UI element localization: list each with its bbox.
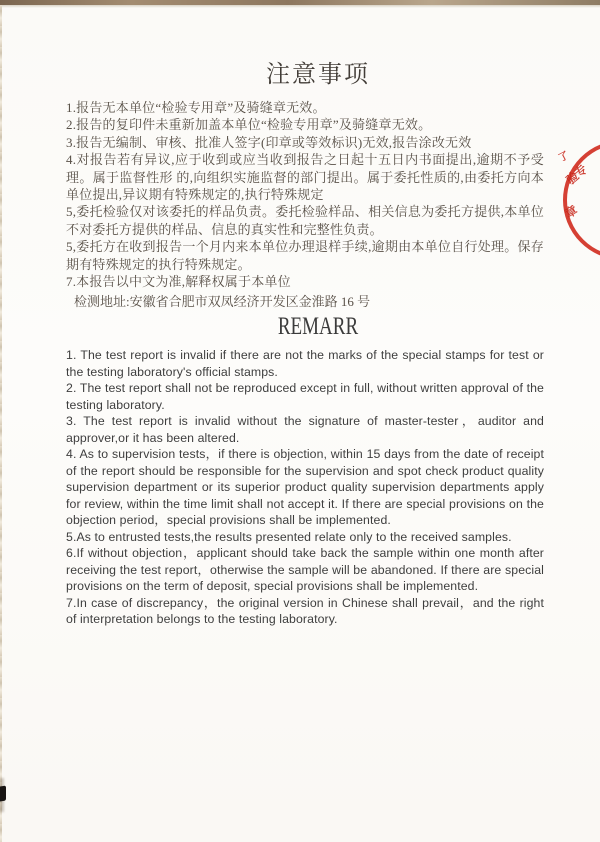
photo-background-left-edge	[0, 5, 2, 842]
zh-notice-item-5: 5,委托检验仅对该委托的样品负责。委托检验样品、相关信息为委托方提供,本单位不对委托方提供的样品、信息的真实性和完整性负责。	[66, 204, 544, 237]
en-remark-item-7: 7.In case of discrepancy，the original version in Chinese shall prevail，and the right of interpretation belongs to the testing laboratory.	[66, 595, 544, 627]
paper-top-shadow	[0, 5, 600, 8]
zh-notice-item-2: 2.报告的复印件未重新加盖本单位“检验专用章”及骑缝章无效。	[66, 117, 432, 133]
zh-notice-item-4: 4.对报告若有异议,应于收到或应当收到报告之日起十五日内书面提出,逾期不予受理。属于监督性形 的,向组织实施监督的部门提出。属于委托性质的,由委托方向本单位提出,异议期有特殊规定的,执行特殊规定	[66, 152, 544, 203]
zh-notice-item-6: 5,委托方在收到报告一个月内来本单位办理退样手续,逾期由本单位自行处理。保存期有特殊规定的执行特殊规定。	[66, 239, 544, 272]
en-remark-item-5: 5.As to entrusted tests,the results presented relate only to the received samples.	[66, 529, 512, 544]
zh-notice-item-7: 7.本报告以中文为准,解释权属于本单位	[66, 274, 291, 290]
red-seal-text-fragment: 了	[556, 150, 571, 165]
red-seal-text-fragment: 章	[562, 202, 580, 221]
en-remark-item-3: 3. The test report is invalid without the signature of master-tester，auditor and approver,or it has been altered.	[66, 414, 544, 445]
english-remark-title: REMARR	[277, 313, 359, 341]
en-remark-item-2: 2. The test report shall not be reproduced except in full, without written approval of the testing laboratory.	[66, 381, 544, 412]
red-seal-text-fragment: 验专	[563, 162, 590, 188]
testing-address-line: 检测地址:安徽省合肥市双凤经济开发区金淮路 16 号	[74, 294, 371, 310]
en-remark-item-4: 4. As to supervision tests，if there is objection, within 15 days from the date of receipt of the report should be responsible for the supervision and spot check product quality supervision department or its superior product quality supervision departments apply for review, within the time limit shall not accept it. If there are special provisions on the objection period，special provisions shall be implemented.	[66, 447, 544, 528]
chinese-notice-title: 注意事项	[266, 62, 370, 88]
notice-page-content	[66, 54, 544, 628]
left-edge-dark-mark	[0, 785, 6, 801]
zh-notice-item-1: 1.报告无本单位“检验专用章”及骑缝章无效。	[66, 100, 326, 115]
zh-notice-item-3: 3.报告无编制、审核、批准人签字(印章或等效标识)无效,报告涂改无效	[66, 134, 472, 150]
en-remark-item-6: 6.If without objection，applicant should take back the sample within one month after receiving the test report，otherwise the sample will be abandoned. If there are special provisions on the term of deposit, special provisions shall be implemented.	[66, 546, 544, 594]
en-remark-item-1: 1. The test report is invalid if there are not the marks of the special stamps for test or the testing laboratory's official stamps.	[66, 348, 544, 379]
